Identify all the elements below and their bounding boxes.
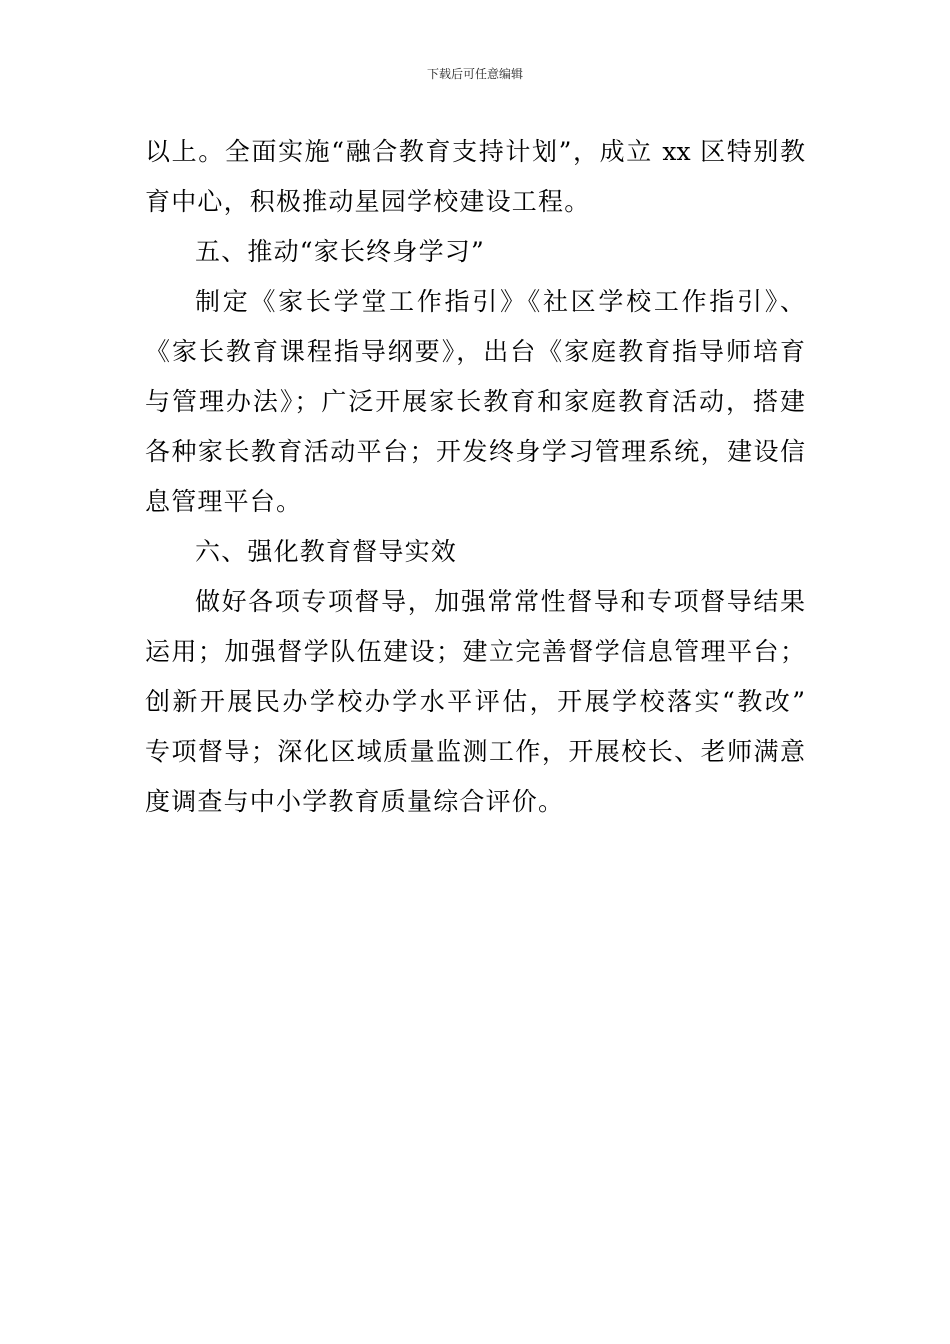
section-heading: 五、推动“家长终身学习” [195, 237, 485, 266]
text-line: 度调查与中小学教育质量综合评价。 [145, 787, 565, 816]
text-line: 创新开展民办学校办学水平评估，开展学校落实“教改” [145, 687, 805, 716]
text-line: 专项督导；深化区域质量监测工作，开展校长、老师满意 [145, 737, 805, 766]
text-line: 与管理办法》；广泛开展家长教育和家庭教育活动，搭建 [145, 387, 805, 416]
page-header-note: 下载后可任意编辑 [426, 67, 523, 81]
text-line: 各种家长教育活动平台；开发终身学习管理系统，建设信 [145, 437, 805, 466]
document-body [145, 127, 805, 827]
text-line: 《家长教育课程指导纲要》，出台《家庭教育指导师培育 [145, 337, 805, 366]
text-line: 息管理平台。 [145, 487, 303, 516]
text-line: 育中心，积极推动星园学校建设工程。 [145, 187, 591, 216]
text-line: 做好各项专项督导，加强常常性督导和专项督导结果 [195, 587, 805, 616]
text-line: 以上。全面实施“融合教育支持计划”，成立 xx 区特别教 [145, 137, 805, 166]
text-line: 制定《家长学堂工作指引》《社区学校工作指引》、 [195, 287, 805, 316]
section-heading: 六、强化教育督导实效 [195, 537, 458, 566]
text-line: 运用；加强督学队伍建设；建立完善督学信息管理平台； [145, 637, 805, 666]
